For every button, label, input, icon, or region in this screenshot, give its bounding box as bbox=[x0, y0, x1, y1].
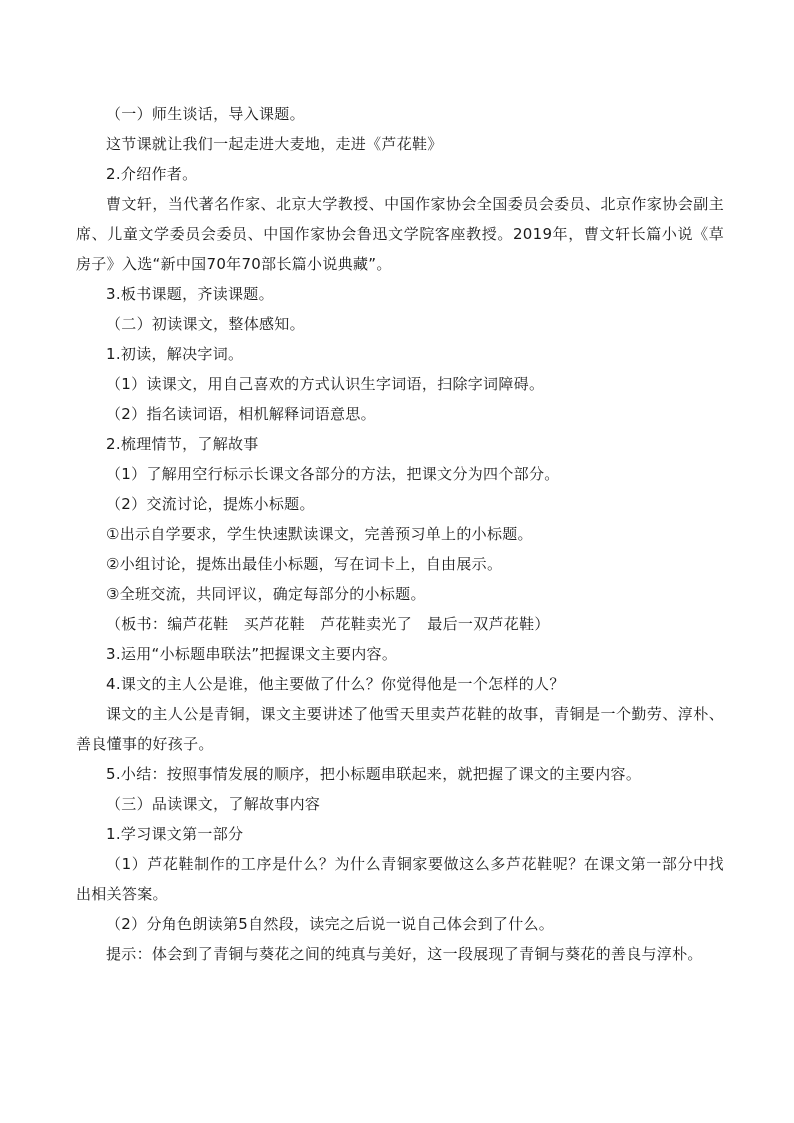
step-protagonist-question: 4.课文的主人公是谁，他主要做了什么？你觉得他是一个怎样的人？ bbox=[106, 675, 565, 693]
list-item-class-exchange: ③全班交流，共同评议，确定每部分的小标题。 bbox=[106, 585, 426, 603]
step-first-reading: 1.初读，解决字词。 bbox=[106, 345, 244, 363]
substep-divide-parts: （1）了解用空行标示长课文各部分的方法，把课文分为四个部分。 bbox=[106, 465, 560, 483]
list-item-self-study: ①出示自学要求，学生快速默读课文，完善预习单上的小标题。 bbox=[106, 525, 533, 543]
board-notes: （板书：编芦花鞋 买芦花鞋 芦花鞋卖光了 最后一双芦花鞋） bbox=[106, 615, 550, 633]
section-heading-1: （一）师生谈话，导入课题。 bbox=[106, 105, 305, 123]
substep-process-question: （1）芦花鞋制作的工序是什么？为什么青铜家要做这么多芦花鞋呢？在课文第一部分中找出相关答案。 bbox=[76, 855, 724, 903]
step-introduce-author: 2.介绍作者。 bbox=[106, 165, 198, 183]
paragraph-intro: 这节课就让我们一起走进大麦地，走进《芦花鞋》 bbox=[106, 135, 443, 153]
substep-read-words: （2）指名读词语，相机解释词语意思。 bbox=[106, 405, 376, 423]
substep-discuss-titles: （2）交流讨论，提炼小标题。 bbox=[106, 495, 315, 513]
document-body bbox=[76, 99, 724, 969]
step-study-part-one: 1.学习课文第一部分 bbox=[106, 825, 244, 843]
substep-role-reading: （2）分角色朗读第5自然段，读完之后说一说自己体会到了什么。 bbox=[106, 915, 555, 933]
substep-read-text: （1）读课文，用自己喜欢的方式认识生字词语，扫除字词障碍。 bbox=[106, 375, 545, 393]
paragraph-hint: 提示：体会到了青铜与葵花之间的纯真与美好，这一段展现了青铜与葵花的善良与淳朴。 bbox=[106, 945, 703, 963]
paragraph-author-bio: 曹文轩，当代著名作家、北京大学教授、中国作家协会全国委员会委员、北京作家协会副主席、儿童文学委员会委员、中国作家协会鲁迅文学院客座教授。2019年，曹文轩长篇小说《草房子》入选“新中国70年70部长篇小说典藏”。 bbox=[76, 195, 724, 273]
step-summary: 5.小结：按照事情发展的顺序，把小标题串联起来，就把握了课文的主要内容。 bbox=[106, 765, 642, 783]
step-title-chain: 3.运用“小标题串联法”把握课文主要内容。 bbox=[106, 645, 398, 663]
section-heading-2: （二）初读课文，整体感知。 bbox=[106, 315, 305, 333]
step-plot-outline: 2.梳理情节，了解故事 bbox=[106, 435, 259, 453]
paragraph-protagonist-answer: 课文的主人公是青铜，课文主要讲述了他雪天里卖芦花鞋的故事，青铜是一个勤劳、淳朴、善良懂事的好孩子。 bbox=[76, 705, 724, 753]
list-item-group-discussion: ②小组讨论，提炼出最佳小标题，写在词卡上，自由展示。 bbox=[106, 555, 503, 573]
section-heading-3: （三）品读课文，了解故事内容 bbox=[106, 795, 321, 813]
step-board-title: 3.板书课题，齐读课题。 bbox=[106, 285, 274, 303]
